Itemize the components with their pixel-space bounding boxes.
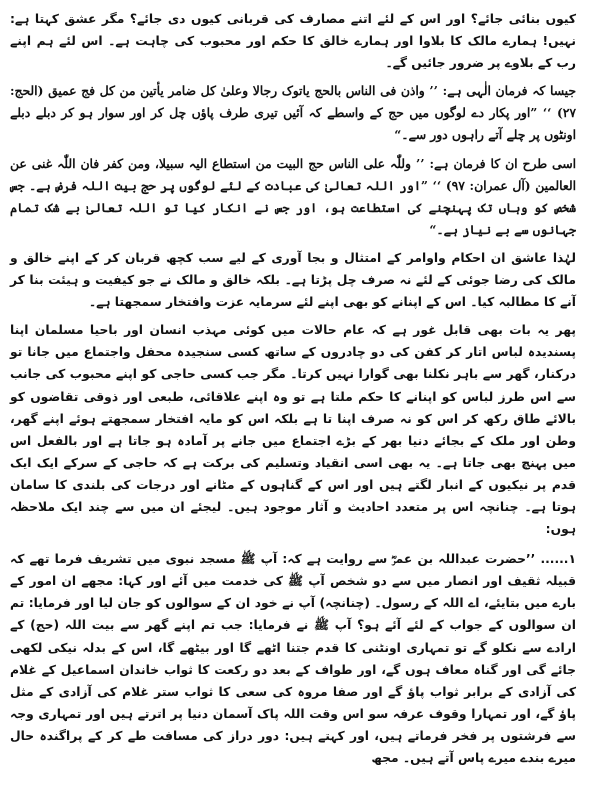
paragraph-quran-aal-imran: اسی طرح ان کا فرمان ہے: ’’ وللّٰہ علی الناس حج البیت من استطاع الیہ سبیلا، ومن کفر فان اللّٰہ غنی عن العالمین (آل عمران: ۹۷) ‘‘ ”اور اللہ تعالیٰ کی عبادت کے لئے لوگوں پر حج بیت اللہ فرض ہے۔ جس شخص کو وہاں تک پہنچنے کی استطاعت ہو، اور جس نے انکار کیا تو اللہ تعالیٰ بے شک تمام جہانوں سے بے نیاز ہے۔“ (10, 155, 576, 237)
paragraph-ishq: کیوں بنائی جائے؟ اور اس کے لئے اتنے مصارف کی قربانی کیوں دی جائے؟ مگر عشق کہتا ہے: نہیں! ہمارے مالک کا بلاوا اور ہمارے خالق کا حکم اور محبوب کی چاہت ہے۔ اس لئے ہم اپنے رب کے بلاوے پر ضرور جائیں گے۔ (10, 12, 576, 71)
paragraph-ashiq: لہٰذا عاشق ان احکام واوامر کے امتثال و بجا آوری کے لیے سب کچھ قربان کر کے اپنے خالق و مالک کی رضا جوئی کے لئے نہ صرف چل پڑتا ہے۔ بلکہ خالق و مالک نے جو کیفیت و ہیئت بنا کر آنے کا مطالبہ کیا۔ اس کے اپنانے کو بھی اپنے لئے سرمایہ عزت وافتخار سمجھتا ہے۔ (10, 250, 576, 310)
paragraph-hadith-1: ۱...... ’’حضرت عبداللہ بن عمرؓ سے روایت ہے کہ: آپ ﷺ مسجد نبوی میں تشریف فرما تھے کہ قبیلہ ثقیف اور انصار میں سے دو شخص آپ ﷺ کی خدمت میں آئے اور کہا: مجھے ان امور کے بارے میں بتایئے، اے اللہ کے رسول۔ (چنانچہ) آپ نے خود ان کے سوالوں کو جان لیا اور فرمایا: تم ان سوالوں کے جواب کے لئے آئے ہو؟ آپ ﷺ نے فرمایا: جب تم اپنے گھر سے بیت اللہ (حج) کے ارادے سے نکلو گے تو تمہاری اونٹنی کا قدم جتنا اٹھے گا اور بیٹھے گا، اس کے بدلہ نیکی لکھی جائے گی اور گناہ معاف ہوں گے، اور طواف کے بعد دو رکعت کا ثواب خاندان اسماعیل کے غلام کی آزادی کے برابر ثواب پاؤ گے اور صفا مروہ کی سعی کا ثواب ستر غلام کی آزادی کے مثل پاؤ گے، اور تمہارا وقوف عرفہ سو اس وقت اللہ پاک آسمان دنیا پر اترتے ہیں اور تمہاری وجہ سے فرشتوں پر فخر فرماتے ہیں، اور کہتے ہیں: دور دراز کی مسافت طے کر کے پراگندہ حال میرے بندے میرے پاس آتے ہیں۔ مجھ (10, 552, 576, 765)
paragraph-quran-hajj: جیسا کہ فرمان الٰہی ہے: ’’ واذن فی الناس بالحج یاتوک رجالا وعلیٰ کل ضامر یأتین من کل فج عمیق (الحج: ۲۷) ‘‘ ”اور پکار دے لوگوں میں حج کے واسطے کہ آئیں تیری طرف پاؤں چل کر اور سوار ہو کر دبلے دبلے اونٹوں پر چلے آتے راہوں دور سے۔“ (10, 83, 576, 143)
paragraph-ihram: پھر یہ بات بھی قابل غور ہے کہ عام حالات میں کوئی مہذب انسان اور باحیا مسلمان اپنا پسندیدہ لباس اتار کر کفن کی دو چادروں کے ساتھ کسی سنجیدہ محفل واجتماع میں جانا تو درکنار، گھر سے باہر نکلنا بھی گوارا نہیں کرتا۔ مگر جب کسی حاجی کو اپنے محبوب کی جانب سے اس طرز لباس کو اپنانے کا حکم ملتا ہے تو وہ اپنے علاقائی، طبعی اور ذوقی تقاضوں کو بالائے طاق رکھ کر اس کو نہ صرف اپنا تا ہے بلکہ اس کو مایہ افتخار سمجھتے ہوئے اپنے گھر، وطن اور ملک کے بجائے دنیا بھر کے بڑے اجتماع میں جانے پر آمادہ ہو جاتا ہے اور بالفعل اس میں پہنچ بھی جاتا ہے۔ یہ بھی اسی انقیاد وتسلیم کی برکت ہے کہ حاجی کے سرکے ایک ایک قدم پر نیکیوں کے انبار لگتے ہیں اور اس کے گناہوں کے مٹانے اور درجات کی بلندی کا سامان ہوتا ہے۔ چنانچہ اس پر متعدد احادیث و آثار موجود ہیں۔ لیجئے ان میں سے چند ایک ملاحظہ ہوں: (10, 323, 576, 537)
